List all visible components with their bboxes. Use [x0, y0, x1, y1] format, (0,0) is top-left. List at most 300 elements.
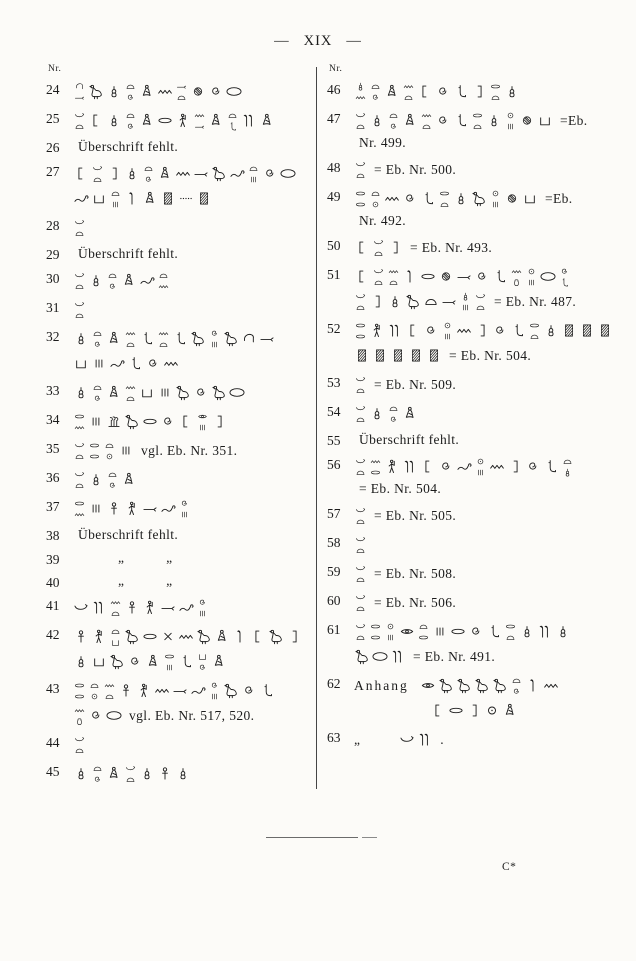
hieroglyph-reeds-icon: [417, 731, 433, 748]
hieroglyph-strokes-icon: [208, 691, 221, 702]
toc-entry-29: [46, 244, 314, 264]
entry-number: 47: [327, 111, 341, 126]
hieroglyph-oval-icon: [354, 331, 367, 342]
hieroglyph-coil-icon: [196, 597, 209, 608]
hieroglyph-halfc-icon: [369, 188, 382, 199]
hieroglyph-water-icon: [543, 677, 559, 694]
hieroglyph-halfc-icon: [91, 174, 104, 185]
hieroglyph-strokes-icon: [88, 413, 104, 430]
hieroglyph-ankh-icon: [73, 628, 89, 645]
hieroglyph-coil-icon: [241, 682, 257, 699]
hieroglyph-eye-icon: [399, 623, 415, 640]
entry-line: [354, 673, 627, 698]
hieroglyph-stack: [91, 163, 104, 185]
hieroglyph-strokes-icon: [504, 121, 517, 132]
hieroglyph-oval-icon: [163, 651, 176, 662]
entry-line: [354, 532, 627, 557]
hieroglyph-stack: [441, 320, 454, 342]
toc-entry-33: [46, 380, 314, 405]
hieroglyph-bowl-icon: [73, 299, 86, 310]
entry-content: [354, 318, 627, 368]
hieroglyph-water-icon: [103, 680, 116, 691]
entry-note-text: = Eb. Nr. 491.: [413, 648, 496, 664]
hieroglyph-water-icon: [124, 382, 137, 393]
hieroglyph-stack: [387, 266, 400, 288]
hieroglyph-halfc-icon: [372, 248, 385, 259]
hieroglyph-leg-icon: [139, 330, 155, 347]
hieroglyph-stack: [73, 217, 86, 239]
hieroglyph-reeds-icon: [387, 322, 403, 339]
hieroglyph-arm-icon: [142, 500, 158, 517]
hieroglyph-coil-icon: [423, 322, 439, 339]
hieroglyph-halfc-icon: [91, 328, 104, 339]
hieroglyph-stack: [124, 110, 137, 132]
hieroglyph-loop-icon: [486, 112, 502, 129]
hieroglyph-stack: [354, 456, 367, 478]
entry-line: [73, 467, 314, 492]
entry-content: [354, 157, 627, 182]
hieroglyph-stack: [510, 266, 523, 288]
entry-note-text: .: [440, 731, 445, 747]
page-number: [0, 33, 636, 50]
hieroglyph-hatch-icon: [426, 347, 442, 364]
hieroglyph-circle-icon: [88, 691, 101, 702]
hieroglyph-stack: [109, 626, 122, 648]
entry-content: [73, 244, 314, 264]
hieroglyph-loop-icon: [453, 190, 469, 207]
hieroglyph-bowl-icon: [354, 505, 367, 516]
entry-line: [73, 161, 314, 186]
entry-line: [73, 572, 314, 589]
hieroglyph-arm-icon: [160, 599, 176, 616]
hieroglyph-box-icon: [91, 190, 107, 207]
hieroglyph-coil-icon: [369, 92, 382, 103]
hieroglyph-bowl-icon: [399, 731, 415, 748]
toc-entry-32: [46, 326, 314, 376]
hieroglyph-stack: [196, 651, 209, 673]
entry-note-text: Nr. 492.: [359, 213, 407, 228]
entry-line: [73, 438, 314, 463]
hieroglyph-seated-icon: [142, 190, 158, 207]
entry-content: [354, 186, 627, 231]
hieroglyph-stack: [471, 110, 484, 132]
entry-line: [73, 137, 314, 157]
entry-number: 24: [46, 82, 60, 97]
hieroglyph-brl-icon: [417, 83, 433, 100]
hieroglyph-oval-icon: [448, 702, 464, 719]
hieroglyph-halfc-icon: [417, 621, 430, 632]
entry-line: [73, 244, 314, 264]
hieroglyph-stack: [354, 621, 367, 643]
entry-content: [73, 761, 314, 786]
hieroglyph-stack: [73, 440, 86, 462]
hieroglyph-reeds-icon: [241, 112, 257, 129]
hieroglyph-bigoval-icon: [540, 268, 556, 285]
hieroglyph-bowl-icon: [354, 159, 367, 170]
hieroglyph-ankh-icon: [157, 765, 173, 782]
hieroglyph-water-icon: [73, 422, 86, 433]
hieroglyph-coil-icon: [435, 83, 451, 100]
hieroglyph-halfc-icon: [124, 393, 137, 404]
hieroglyph-brr-icon: [369, 293, 385, 310]
hieroglyph-brr-icon: [474, 322, 490, 339]
hieroglyph-loop-icon: [555, 623, 571, 640]
hieroglyph-stack: [354, 291, 367, 313]
hieroglyph-bird-icon: [124, 413, 140, 430]
hieroglyph-loop-icon: [354, 81, 367, 92]
entry-content: [354, 503, 627, 528]
entry-content: [73, 525, 314, 545]
hieroglyph-strokes-icon: [196, 608, 209, 619]
hieroglyph-water-icon: [73, 509, 86, 520]
entry-content: [354, 264, 627, 314]
toc-entry-63: [327, 727, 627, 752]
hieroglyph-coil-icon: [492, 322, 508, 339]
hieroglyph-circle-icon: [525, 266, 538, 277]
entry-line: [354, 157, 627, 182]
toc-entry-38: [46, 525, 314, 545]
hieroglyph-snake-icon: [73, 190, 89, 207]
hieroglyph-stack: [354, 110, 367, 132]
hieroglyph-seated-icon: [139, 112, 155, 129]
hieroglyph-coil-icon: [145, 355, 161, 372]
entry-note-text: = Eb. Nr. 506.: [374, 594, 457, 610]
toc-entry-44: [46, 732, 314, 757]
hieroglyph-man-icon: [384, 458, 400, 475]
entry-note-text: = Eb. Nr. 508.: [374, 565, 457, 581]
entry-number: 41: [46, 598, 60, 613]
entry-line: [73, 525, 314, 545]
hieroglyph-circle-icon: [504, 110, 517, 121]
hieroglyph-water-icon: [402, 81, 415, 92]
hieroglyph-stack: [142, 163, 155, 185]
entry-note-text: = Eb. Nr. 500.: [374, 161, 457, 177]
entry-line: [73, 732, 314, 757]
hieroglyph-coil-icon: [474, 268, 490, 285]
entry-note-text: „ „: [118, 549, 173, 565]
hieroglyph-stack: [73, 498, 86, 520]
hieroglyph-halfc-icon: [471, 121, 484, 132]
hieroglyph-hatch-icon: [597, 322, 613, 339]
entry-number: 31: [46, 300, 60, 315]
hieroglyph-stack: [103, 680, 116, 702]
hieroglyph-halfc-icon: [73, 281, 86, 292]
hieroglyph-halfc-icon: [354, 574, 367, 585]
hieroglyph-leg-icon: [453, 83, 469, 100]
hieroglyph-water-icon: [420, 110, 433, 121]
hieroglyph-halfc-icon: [106, 270, 119, 281]
hieroglyph-loop-icon: [504, 83, 520, 100]
left-column: [46, 64, 314, 790]
toc-entry-28: [46, 215, 314, 240]
hieroglyph-coil-icon: [208, 680, 221, 691]
hieroglyph-stack: [124, 382, 137, 404]
hieroglyph-oval-icon: [369, 632, 382, 643]
hieroglyph-stack: [157, 270, 170, 292]
hieroglyph-oval-icon: [73, 498, 86, 509]
hieroglyph-bowl-icon: [354, 403, 367, 414]
entry-content: [73, 572, 314, 591]
hieroglyph-water-icon: [193, 110, 206, 121]
entry-line: [354, 454, 627, 479]
hieroglyph-coil-icon: [208, 83, 224, 100]
hieroglyph-arm-icon: [456, 268, 472, 285]
hieroglyph-leg-icon: [558, 277, 571, 288]
toc-entry-40: [46, 572, 314, 591]
hieroglyph-coil-icon: [178, 498, 191, 509]
entry-line: [73, 297, 314, 322]
hieroglyph-box-icon: [73, 355, 89, 372]
hieroglyph-halfc-icon: [124, 81, 137, 92]
hieroglyph-stack: [106, 469, 119, 491]
hieroglyph-halfc-icon: [474, 302, 487, 313]
entry-content: [354, 454, 627, 499]
entry-line: [73, 186, 314, 211]
entry-content: [73, 678, 314, 728]
hieroglyph-halfc-icon: [247, 163, 260, 174]
hieroglyph-leg-icon: [486, 623, 502, 640]
entry-content: [73, 380, 314, 405]
entry-number: 33: [46, 383, 60, 398]
hieroglyph-loop-icon: [124, 165, 140, 182]
hieroglyph-strokes-icon: [459, 302, 472, 313]
toc-entry-58: [327, 532, 627, 557]
hieroglyph-leg-icon: [453, 112, 469, 129]
entry-line: [354, 235, 627, 260]
hieroglyph-stack: [354, 81, 367, 103]
hieroglyph-stack: [196, 597, 209, 619]
toc-entry-26: [46, 137, 314, 157]
hieroglyph-water-icon: [163, 355, 179, 372]
hieroglyph-oval-icon: [73, 691, 86, 702]
hieroglyph-stack: [124, 328, 137, 350]
hieroglyph-halfc-icon: [354, 414, 367, 425]
hieroglyph-leg-icon: [226, 121, 239, 132]
hieroglyph-shaded-icon: [504, 190, 520, 207]
entry-number: 38: [46, 528, 60, 543]
hieroglyph-stack: [369, 81, 382, 103]
hieroglyph-loop-icon: [459, 291, 472, 302]
toc-entry-34: [46, 409, 314, 434]
hieroglyph-man-icon: [369, 322, 385, 339]
entry-number: 55: [327, 433, 341, 448]
entry-line: [354, 289, 627, 314]
hieroglyph-stack: [369, 188, 382, 210]
hieroglyph-bowl-icon: [73, 469, 86, 480]
hieroglyph-arm-icon: [73, 92, 86, 103]
entry-line: [73, 215, 314, 240]
entry-note-text: Überschrift fehlt.: [359, 432, 460, 447]
hieroglyph-halfc-icon: [354, 467, 367, 478]
hieroglyph-seated-icon: [145, 653, 161, 670]
hieroglyph-stack: [91, 382, 104, 404]
hieroglyph-leg-icon: [492, 268, 508, 285]
toc-entry-37: [46, 496, 314, 521]
hieroglyph-stack: [510, 675, 523, 697]
entry-line: [354, 318, 627, 343]
entry-number: 51: [327, 267, 341, 282]
hieroglyph-stack: [369, 456, 382, 478]
hieroglyph-strokes-icon: [384, 632, 397, 643]
hieroglyph-loop-icon: [543, 322, 559, 339]
hieroglyph-coil-icon: [468, 623, 484, 640]
entry-line: [354, 503, 627, 528]
hieroglyph-bird-icon: [223, 330, 239, 347]
hieroglyph-stack: [73, 680, 86, 702]
entry-number: 36: [46, 470, 60, 485]
hieroglyph-coil-icon: [193, 384, 209, 401]
toc-entry-61: [327, 619, 627, 669]
hieroglyph-bowl-icon: [73, 734, 86, 745]
hieroglyph-halfc-icon: [73, 310, 86, 321]
entry-number: 28: [46, 218, 60, 233]
entry-line: [354, 619, 627, 644]
left-column-header: Nr.: [48, 64, 62, 74]
hieroglyph-leg-icon: [259, 682, 275, 699]
toc-entry-62: [327, 673, 627, 723]
entry-content: [354, 590, 627, 615]
hieroglyph-stack: [504, 110, 517, 132]
entry-line: [354, 698, 627, 723]
entry-line: [73, 624, 314, 649]
hieroglyph-bird-icon: [354, 648, 370, 665]
hieroglyph-coil-icon: [525, 458, 541, 475]
hieroglyph-seated-icon: [259, 112, 275, 129]
entry-number: 32: [46, 329, 60, 344]
entry-note-text: vgl. Eb. Nr. 351.: [141, 442, 238, 458]
hieroglyph-bowl-icon: [73, 599, 89, 616]
hieroglyph-ankh-icon: [118, 682, 134, 699]
hieroglyph-seated-icon: [106, 330, 122, 347]
hieroglyph-halfc-icon: [103, 691, 116, 702]
entry-note-text: =Eb.: [560, 112, 588, 128]
hieroglyph-bird-icon: [474, 677, 490, 694]
hieroglyph-water-icon: [510, 266, 523, 277]
hieroglyph-bowl-icon: [354, 374, 367, 385]
entry-number: 50: [327, 238, 341, 253]
hieroglyph-halfc-icon: [489, 92, 502, 103]
hieroglyph-strokes-icon: [489, 199, 502, 210]
entry-content: [354, 532, 627, 557]
hieroglyph-coil-icon: [510, 686, 523, 697]
hieroglyph-water-icon: [369, 456, 382, 467]
hieroglyph-oval-icon: [471, 110, 484, 121]
entry-number: 62: [327, 676, 341, 691]
hieroglyph-strokes-icon: [118, 442, 134, 459]
entry-note-text: Überschrift fehlt.: [78, 527, 179, 542]
entry-line: [73, 380, 314, 405]
hieroglyph-coil-icon: [91, 393, 104, 404]
hieroglyph-halfc-icon: [510, 675, 523, 686]
hieroglyph-halfc-icon: [109, 188, 122, 199]
hieroglyph-halfc-icon: [142, 163, 155, 174]
hieroglyph-coil-icon: [387, 121, 400, 132]
hieroglyph-loop-icon: [88, 272, 104, 289]
hieroglyph-x-icon: [160, 628, 176, 645]
hieroglyph-halfc-icon: [354, 302, 367, 313]
entry-note-text: = Eb. Nr. 487.: [494, 293, 577, 309]
hieroglyph-halfc-icon: [73, 451, 86, 462]
entry-line: [354, 264, 627, 289]
hieroglyph-brl-icon: [405, 322, 421, 339]
entry-number: 40: [46, 575, 60, 590]
hieroglyph-strokes-icon: [163, 662, 176, 673]
entry-number: 27: [46, 164, 60, 179]
hieroglyph-bowl-icon: [124, 763, 137, 774]
entry-pre-text: „: [354, 731, 389, 747]
hieroglyph-bowl-icon: [354, 291, 367, 302]
entry-line: [354, 211, 627, 231]
right-column-header: Nr.: [329, 64, 343, 74]
hieroglyph-stack: [372, 266, 385, 288]
hieroglyph-stack: [106, 270, 119, 292]
hieroglyph-stack: [88, 440, 101, 462]
hieroglyph-hatch-icon: [579, 322, 595, 339]
hieroglyph-strokes-icon: [432, 623, 448, 640]
hieroglyph-stack: [354, 505, 367, 527]
toc-entry-56: [327, 454, 627, 499]
hieroglyph-snake-icon: [229, 165, 245, 182]
entry-line: [73, 496, 314, 521]
signature-mark: C*: [502, 861, 517, 873]
hieroglyph-stack: [354, 534, 367, 556]
hieroglyph-strokes-icon: [88, 500, 104, 517]
hieroglyph-bowl-icon: [73, 110, 86, 121]
hieroglyph-circle-icon: [384, 621, 397, 632]
toc-entry-24: [46, 79, 314, 104]
entry-content: [354, 401, 627, 426]
toc-entry-50: [327, 235, 627, 260]
entry-line: [354, 108, 627, 133]
toc-entry-57: [327, 503, 627, 528]
hieroglyph-oval-icon: [504, 621, 517, 632]
hieroglyph-loop-icon: [387, 293, 403, 310]
hieroglyph-water-icon: [489, 458, 505, 475]
hieroglyph-coil-icon: [558, 266, 571, 277]
hieroglyph-strokes-icon: [157, 384, 173, 401]
toc-entry-25: [46, 108, 314, 133]
toc-entry-59: [327, 561, 627, 586]
entry-note-text: Überschrift fehlt.: [78, 246, 179, 261]
toc-entry-54: [327, 401, 627, 426]
hieroglyph-stack: [73, 705, 86, 727]
hieroglyph-hatch-icon: [354, 347, 370, 364]
hieroglyph-stack: [91, 763, 104, 785]
hieroglyph-seated-icon: [402, 405, 418, 422]
hieroglyph-seated-icon: [106, 384, 122, 401]
hieroglyph-loop-icon: [369, 112, 385, 129]
hieroglyph-coil-icon: [402, 190, 418, 207]
header-dash-left: —: [274, 33, 290, 49]
hieroglyph-box-icon: [91, 653, 107, 670]
hieroglyph-coil-icon: [88, 707, 104, 724]
hieroglyph-brl-icon: [73, 165, 89, 182]
hieroglyph-jar-icon: [510, 277, 523, 288]
hieroglyph-bird-icon: [223, 682, 239, 699]
hieroglyph-loop-icon: [73, 330, 89, 347]
hieroglyph-hatch-icon: [196, 190, 212, 207]
hieroglyph-halfc-icon: [372, 277, 385, 288]
toc-entry-43: [46, 678, 314, 728]
entry-number: 61: [327, 622, 341, 637]
entry-note-text: = Eb. Nr. 509.: [374, 376, 457, 392]
hieroglyph-water-icon: [109, 597, 122, 608]
hieroglyph-bigoval-icon: [280, 165, 296, 182]
entry-number: 42: [46, 627, 60, 642]
hieroglyph-eye-icon: [196, 411, 209, 422]
hieroglyph-bowl-icon: [73, 440, 86, 451]
hieroglyph-halfc-icon: [354, 603, 367, 614]
